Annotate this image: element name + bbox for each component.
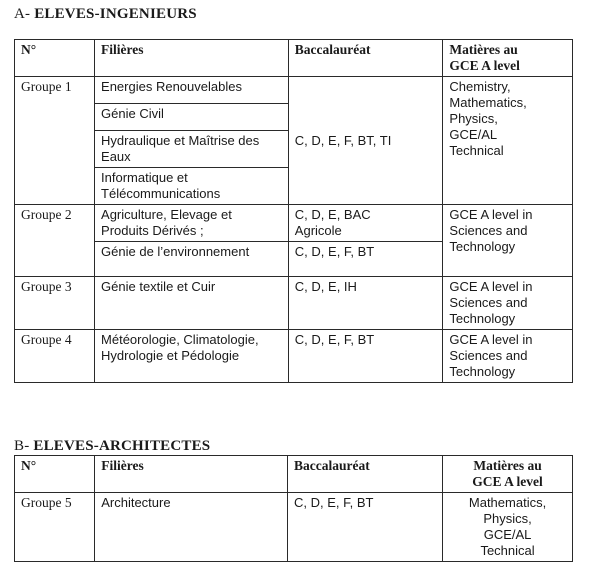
architects-table bbox=[14, 455, 573, 562]
filiere-cell: Génie Civil bbox=[95, 104, 289, 131]
group-label: Groupe 4 bbox=[15, 330, 95, 383]
matieres-cell: GCE A level in Sciences and Technology bbox=[443, 277, 573, 330]
bac-cell: C, D, E, F, BT bbox=[288, 242, 443, 277]
filiere-cell: Génie de l’environnement bbox=[95, 242, 289, 277]
table-row bbox=[15, 493, 573, 562]
header-matieres: Matières au GCE A level bbox=[443, 456, 573, 493]
table-header-row bbox=[15, 40, 573, 77]
filiere-cell: Architecture bbox=[95, 493, 288, 562]
table-row bbox=[15, 205, 573, 242]
matieres-cell: Mathematics, Physics, GCE/AL Technical bbox=[443, 493, 573, 562]
table-row bbox=[15, 77, 573, 104]
header-n: N° bbox=[15, 456, 95, 493]
matieres-cell: Chemistry, Mathematics, Physics, GCE/AL Technical bbox=[443, 77, 573, 205]
group-label: Groupe 2 bbox=[15, 205, 95, 277]
bac-cell: C, D, E, F, BT, TI bbox=[288, 77, 443, 205]
matieres-cell: GCE A level in Sciences and Technology bbox=[443, 330, 573, 383]
filiere-cell: Météorologie, Climatologie, Hydrologie et Pédologie bbox=[95, 330, 289, 383]
group-label: Groupe 5 bbox=[15, 493, 95, 562]
section-b-prefix: B- bbox=[14, 438, 30, 454]
matieres-cell: GCE A level in Sciences and Technology bbox=[443, 205, 573, 277]
table-header-row bbox=[15, 456, 573, 493]
filiere-cell: Génie textile et Cuir bbox=[95, 277, 289, 330]
section-a-heading: ELEVES-INGENIEURS bbox=[34, 6, 197, 22]
header-filieres: Filières bbox=[95, 456, 288, 493]
section-a-prefix: A- bbox=[14, 6, 31, 22]
engineers-table bbox=[14, 39, 573, 383]
bac-cell: C, D, E, IH bbox=[288, 277, 443, 330]
section-b-title bbox=[14, 438, 210, 455]
filiere-cell: Hydraulique et Maîtrise des Eaux bbox=[95, 131, 289, 168]
header-bac: Baccalauréat bbox=[288, 40, 443, 77]
header-matieres: Matières au GCE A level bbox=[443, 40, 573, 77]
filiere-cell: Agriculture, Elevage et Produits Dérivés ; bbox=[95, 205, 289, 242]
header-n: N° bbox=[15, 40, 95, 77]
bac-cell: C, D, E, F, BT bbox=[288, 330, 443, 383]
group-label: Groupe 3 bbox=[15, 277, 95, 330]
table-row bbox=[15, 330, 573, 383]
section-a-title bbox=[14, 6, 197, 23]
header-bac: Baccalauréat bbox=[288, 456, 443, 493]
header-filieres: Filières bbox=[95, 40, 289, 77]
bac-cell: C, D, E, F, BT bbox=[288, 493, 443, 562]
filiere-cell: Informatique et Télécommunications bbox=[95, 168, 289, 205]
group-label: Groupe 1 bbox=[15, 77, 95, 205]
section-b-heading: ELEVES-ARCHITECTES bbox=[33, 438, 211, 454]
bac-cell: C, D, E, BAC Agricole bbox=[288, 205, 443, 242]
table-row bbox=[15, 277, 573, 330]
filiere-cell: Energies Renouvelables bbox=[95, 77, 289, 104]
